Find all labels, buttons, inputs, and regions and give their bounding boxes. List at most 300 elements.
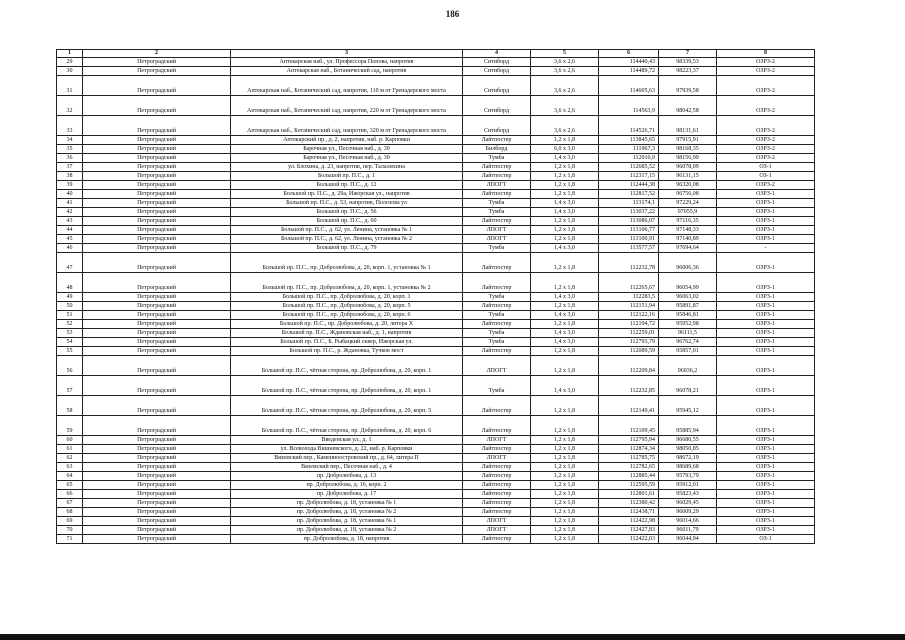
address-cell: Большой пр. П.С., пр. Добролюбова, д. 20, корп. 1, установка № 1 [231,253,463,273]
size-cell: 1,2 x 1,8 [531,226,599,235]
coordinate-x-cell: 112265,67 [599,273,659,293]
coordinate-y-cell: 95945,12 [659,396,717,416]
coordinate-x-cell: 114440,43 [599,58,659,67]
coordinate-x-cell: 112259,01 [599,329,659,338]
table-row [57,172,815,181]
row-number-cell: 36 [57,154,83,163]
zone-cell: ОЗРЗ-1 [717,329,815,338]
zone-cell: ОЗРЗ-1 [717,208,815,217]
size-cell: 3,6 x 2,6 [531,76,599,96]
coordinate-x-cell: 112885,44 [599,472,659,481]
table-body [57,58,815,544]
coordinate-y-cell: 98131,61 [659,116,717,136]
table-row [57,320,815,329]
coordinate-y-cell: 96011,79 [659,526,717,535]
row-number-cell: 42 [57,208,83,217]
size-cell: 1,2 x 1,8 [531,172,599,181]
district-cell: Петроградский [83,217,231,226]
coordinate-x-cell: 112782,65 [599,463,659,472]
address-cell: пр. Добролюбова, д. 18, установка № 2 [231,508,463,517]
structure-type-cell: Тумба [463,293,531,302]
table-row [57,154,815,163]
coordinate-y-cell: 98672,19 [659,454,717,463]
row-number-cell: 52 [57,320,83,329]
district-cell: Петроградский [83,145,231,154]
address-cell: Большой пр. П.С., д. 29а, Ижорская ул., напротив [231,190,463,199]
size-cell: 1,2 x 1,8 [531,356,599,376]
row-number-cell: 70 [57,526,83,535]
coordinate-x-cell: 114605,63 [599,76,659,96]
district-cell: Петроградский [83,517,231,526]
table-row [57,436,815,445]
coordinate-x-cell: 112380,42 [599,499,659,508]
row-number-cell: 29 [57,58,83,67]
table-row [57,490,815,499]
address-cell: пр. Добролюбова, д. 18, установка № 1 [231,499,463,508]
size-cell: 3,6 x 2,6 [531,58,599,67]
structure-type-cell: Лайтпостер [463,472,531,481]
district-cell: Петроградский [83,58,231,67]
address-cell: пр. Добролюбова, д. 18, установка № 1 [231,517,463,526]
table-row [57,58,815,67]
coordinate-x-cell: 113100,91 [599,235,659,244]
size-cell: 1,2 x 1,8 [531,136,599,145]
address-cell: Большой пр. П.С., д. 62, ул. Ленина, установка № 2 [231,235,463,244]
size-cell: 1,2 x 1,8 [531,445,599,454]
size-cell: 1,2 x 1,8 [531,416,599,436]
row-number-cell: 65 [57,481,83,490]
row-number-cell: 61 [57,445,83,454]
address-cell: Аптекарская наб., Ботанический сад, напротив, 110 м от Гренадерского моста [231,76,463,96]
coordinate-y-cell: 97148,33 [659,226,717,235]
coordinate-x-cell: 112422,98 [599,517,659,526]
structure-type-cell: Лайтпостер [463,490,531,499]
row-number-cell: 47 [57,253,83,273]
table-row [57,217,815,226]
table-row [57,199,815,208]
row-number-cell: 50 [57,302,83,311]
district-cell: Петроградский [83,490,231,499]
district-cell: Петроградский [83,199,231,208]
coordinate-x-cell: 112801,61 [599,490,659,499]
address-cell: Большой пр. П.С., пр. Добролюбова, д. 20, корп. 5 [231,302,463,311]
structure-type-cell: Тумба [463,154,531,163]
structure-type-cell: ЛПОГТ [463,235,531,244]
district-cell: Петроградский [83,356,231,376]
table-row [57,472,815,481]
structure-type-cell: Тумба [463,199,531,208]
structure-type-cell: Лайтпостер [463,302,531,311]
coordinate-x-cell: 114563,9 [599,96,659,116]
coordinate-x-cell: 112427,83 [599,526,659,535]
zone-cell: ОЗРЗ-1 [717,508,815,517]
table-row [57,253,815,273]
coordinate-x-cell: 112795,94 [599,436,659,445]
district-cell: Петроградский [83,445,231,454]
structure-type-cell: Лайтпостер [463,463,531,472]
district-cell: Петроградский [83,116,231,136]
size-cell: 1,4 x 3,0 [531,293,599,302]
district-cell: Петроградский [83,244,231,253]
column-header: 6 [599,50,659,58]
size-cell: 1,2 x 1,8 [531,490,599,499]
coordinate-y-cell: 95857,01 [659,347,717,356]
row-number-cell: 41 [57,199,83,208]
address-cell: Вяземский пер., Каменноостровский пр., д. 64, литера П [231,454,463,463]
column-header: 4 [463,50,531,58]
address-cell: пр. Добролюбова, д. 16, корп. 2 [231,481,463,490]
size-cell: 1,2 x 1,8 [531,217,599,226]
row-number-cell: 48 [57,273,83,293]
district-cell: Петроградский [83,96,231,116]
table-row [57,181,815,190]
coordinate-y-cell: 96044,94 [659,535,717,544]
size-cell: 1,2 x 1,8 [531,526,599,535]
table-row [57,499,815,508]
district-cell: Петроградский [83,454,231,463]
address-cell: Большой пр. П.С., пр. Добролюбова, д. 20, корп. 1 [231,293,463,302]
coordinate-x-cell: 112422,03 [599,535,659,544]
zone-cell: ОЗРЗ-1 [717,190,815,199]
coordinate-y-cell: 98168,35 [659,145,717,154]
table-row [57,347,815,356]
zone-cell: ОЗРЗ-1 [717,472,815,481]
coordinate-y-cell: 97229,24 [659,199,717,208]
size-cell: 1,2 x 1,8 [531,320,599,329]
address-cell: Барочная ул., Песочная наб., д. 30 [231,145,463,154]
coordinate-y-cell: 95793,79 [659,472,717,481]
address-cell: Аптекарская наб., ул. Профессора Попова, напротив [231,58,463,67]
coordinate-x-cell: 112109,45 [599,416,659,436]
coordinate-x-cell: 112793,79 [599,338,659,347]
size-cell: 6,0 x 3,0 [531,145,599,154]
table-row [57,76,815,96]
address-cell: Аптекарская наб., Ботанический сад, напротив, 320 м от Гренадерского моста [231,116,463,136]
coordinate-y-cell: 97915,91 [659,136,717,145]
row-number-cell: 71 [57,535,83,544]
coordinate-y-cell: 95823,43 [659,490,717,499]
zone-cell: ОЗРЗ-2 [717,96,815,116]
row-number-cell: 33 [57,116,83,136]
structure-type-cell: Лайтпостер [463,535,531,544]
column-header: 8 [717,50,815,58]
row-number-cell: 45 [57,235,83,244]
address-cell: Большой пр. П.С., пр. Добролюбова, д. 20, литера Х [231,320,463,329]
row-number-cell: 62 [57,454,83,463]
size-cell: 1,2 x 1,8 [531,253,599,273]
address-cell: Большой пр. П.С., чётная сторона, пр. Добролюбова, д. 20, корп. 1 [231,376,463,396]
table-row [57,481,815,490]
address-cell: Большой пр. П.С., д. 1 [231,172,463,181]
district-cell: Петроградский [83,329,231,338]
coordinate-x-cell: 112595,59 [599,481,659,490]
size-cell: 1,4 x 3,0 [531,338,599,347]
district-cell: Петроградский [83,481,231,490]
zone-cell: ОЗРЗ-1 [717,526,815,535]
coordinate-x-cell: 112444,38 [599,181,659,190]
zone-cell: ОЗРЗ-1 [717,436,815,445]
row-number-cell: 64 [57,472,83,481]
row-number-cell: 68 [57,508,83,517]
structure-type-cell: Тумба [463,376,531,396]
address-cell: Большой пр. П.С., чётная сторона, пр. Добролюбова, д. 20, корп. 6 [231,416,463,436]
size-cell: 3,6 x 2,6 [531,96,599,116]
coordinate-x-cell: 113037,22 [599,208,659,217]
table-row [57,329,815,338]
table-row [57,338,815,347]
coordinate-x-cell: 112685,52 [599,163,659,172]
size-cell: 1,2 x 1,8 [531,181,599,190]
size-cell: 1,2 x 1,8 [531,190,599,199]
zone-cell: - [717,244,815,253]
address-cell: Вяземский пер., Песочная наб., д. 4 [231,463,463,472]
address-cell: Аптекарская наб., Ботанический сад, напротив [231,67,463,76]
structure-type-cell: Лайтпостер [463,416,531,436]
row-number-cell: 63 [57,463,83,472]
table-row [57,311,815,320]
address-cell: Большой пр. П.С., Ждановская наб., д. 1, напротив [231,329,463,338]
size-cell: 1,2 x 1,8 [531,302,599,311]
row-number-cell: 44 [57,226,83,235]
zone-cell: ОЗ-1 [717,172,815,181]
size-cell: 3,6 x 2,6 [531,116,599,136]
coordinate-y-cell: 96036,2 [659,356,717,376]
zone-cell: ОЗРЗ-2 [717,145,815,154]
table-row [57,273,815,293]
structure-type-cell: ЛПОГТ [463,454,531,463]
table-row [57,244,815,253]
row-number-cell: 66 [57,490,83,499]
structure-type-cell: Лайтпостер [463,136,531,145]
coordinate-y-cell: 98050,85 [659,445,717,454]
table-row [57,376,815,396]
zone-cell: ОЗРЗ-1 [717,517,815,526]
district-cell: Петроградский [83,463,231,472]
size-cell: 1,4 x 3,0 [531,199,599,208]
address-cell: Введенская ул., д. 1 [231,436,463,445]
district-cell: Петроградский [83,526,231,535]
size-cell: 1,2 x 1,8 [531,481,599,490]
structure-type-cell: ЛПОГТ [463,356,531,376]
address-cell: Большой пр. П.С., д. 12 [231,181,463,190]
address-cell: Большой пр. П.С., пр. Добролюбова, д. 20, корп. 1, установка № 2 [231,273,463,293]
address-cell: Большой пр. П.С., д. 53, напротив, Полозова ул [231,199,463,208]
row-number-cell: 32 [57,96,83,116]
structure-type-cell: Тумба [463,329,531,338]
district-cell: Петроградский [83,253,231,273]
zone-cell: ОЗРЗ-1 [717,320,815,329]
column-header: 5 [531,50,599,58]
district-cell: Петроградский [83,396,231,416]
district-cell: Петроградский [83,535,231,544]
structure-type-cell: Ситиборд [463,67,531,76]
zone-cell: ОЗРЗ-1 [717,416,815,436]
coordinate-x-cell: 112122,16 [599,311,659,320]
size-cell: 1,4 x 3,0 [531,154,599,163]
column-header: 7 [659,50,717,58]
table-row [57,145,815,154]
zone-cell: ОЗРЗ-1 [717,226,815,235]
structure-type-cell: Лайтпостер [463,508,531,517]
district-cell: Петроградский [83,320,231,329]
row-number-cell: 34 [57,136,83,145]
size-cell: 1,2 x 1,8 [531,535,599,544]
district-cell: Петроградский [83,311,231,320]
row-number-cell: 37 [57,163,83,172]
size-cell: 1,4 x 3,0 [531,311,599,320]
coordinate-y-cell: 98156,99 [659,154,717,163]
coordinate-y-cell: 97116,35 [659,217,717,226]
address-cell: ул. Блохина, д. 23, напротив, пер. Талалихина [231,163,463,172]
address-cell: пр. Добролюбова, д. 17 [231,490,463,499]
coordinate-y-cell: 96054,99 [659,273,717,293]
coordinate-y-cell: 95952,98 [659,320,717,329]
page-number: 186 [445,9,460,19]
column-header: 2 [83,50,231,58]
structure-type-cell: Билборд [463,145,531,154]
address-cell: Аптекарский пр., д. 2, напротив, наб. р. Карповки [231,136,463,145]
table-row [57,190,815,199]
structure-type-cell: ЛПОГТ [463,181,531,190]
row-number-cell: 60 [57,436,83,445]
address-cell: Большой пр. П.С., д. 62, ул. Ленина, установка № 1 [231,226,463,235]
coordinate-y-cell: 97140,89 [659,235,717,244]
size-cell: 1,4 x 3,0 [531,244,599,253]
coordinate-x-cell: 112232,78 [599,253,659,273]
coordinate-x-cell: 112283,5 [599,293,659,302]
coordinate-y-cell: 98223,37 [659,67,717,76]
size-cell: 3,6 x 2,6 [531,67,599,76]
table-row [57,454,815,463]
address-cell: Большой пр. П.С., д. 56 [231,208,463,217]
zone-cell: ОЗРЗ-1 [717,235,815,244]
row-number-cell: 56 [57,356,83,376]
coordinate-x-cell: 112151,94 [599,302,659,311]
zone-cell: ОЗ-1 [717,535,815,544]
table-row [57,136,815,145]
table-header-row [57,50,815,58]
size-cell: 1,2 x 1,8 [531,517,599,526]
structure-type-cell: ЛПОГТ [463,517,531,526]
table-row [57,208,815,217]
coordinate-y-cell: 96063,02 [659,293,717,302]
coordinate-y-cell: 96078,09 [659,163,717,172]
coordinate-y-cell: 95885,94 [659,416,717,436]
coordinate-y-cell: 97694,64 [659,244,717,253]
row-number-cell: 30 [57,67,83,76]
row-number-cell: 53 [57,329,83,338]
size-cell: 1,4 x 3,0 [531,208,599,217]
district-cell: Петроградский [83,508,231,517]
zone-cell: ОЗРЗ-1 [717,293,815,302]
district-cell: Петроградский [83,347,231,356]
coordinate-x-cell: 113577,57 [599,244,659,253]
coordinate-x-cell: 112232,85 [599,376,659,396]
row-number-cell: 43 [57,217,83,226]
page-bottom-edge [0,634,905,640]
zone-cell: ОЗРЗ-1 [717,302,815,311]
zone-cell: ОЗРЗ-1 [717,356,815,376]
size-cell: 1,2 x 1,8 [531,273,599,293]
coordinate-y-cell: 95912,01 [659,481,717,490]
district-cell: Петроградский [83,208,231,217]
district-cell: Петроградский [83,76,231,96]
zone-cell: ОЗРЗ-1 [717,311,815,320]
coordinate-x-cell: 112874,34 [599,445,659,454]
zone-cell: ОЗРЗ-1 [717,347,815,356]
coordinate-x-cell: 112317,15 [599,172,659,181]
size-cell: 1,2 x 1,8 [531,396,599,416]
district-cell: Петроградский [83,136,231,145]
table-row [57,396,815,416]
table-row [57,508,815,517]
column-header: 3 [231,50,463,58]
zone-cell: ОЗРЗ-1 [717,273,815,293]
size-cell: 1,4 x 3,0 [531,376,599,396]
coordinate-x-cell: 114526,71 [599,116,659,136]
structure-type-cell: ЛПОГТ [463,436,531,445]
row-number-cell: 38 [57,172,83,181]
coordinate-x-cell: 112817,52 [599,190,659,199]
zone-cell: ОЗРЗ-1 [717,199,815,208]
district-cell: Петроградский [83,226,231,235]
size-cell: 1,2 x 1,8 [531,436,599,445]
structure-type-cell: Ситиборд [463,58,531,67]
table-row [57,163,815,172]
district-cell: Петроградский [83,376,231,396]
district-cell: Петроградский [83,67,231,76]
coordinate-x-cell: 112089,59 [599,347,659,356]
coordinate-y-cell: 96320,08 [659,181,717,190]
row-number-cell: 57 [57,376,83,396]
structure-type-cell: Лайтпостер [463,217,531,226]
size-cell: 1,4 x 3,0 [531,329,599,338]
coordinate-x-cell: 112438,71 [599,508,659,517]
table-row [57,526,815,535]
district-cell: Петроградский [83,436,231,445]
coordinate-y-cell: 97939,58 [659,76,717,96]
address-cell: Большой пр. П.С., чётная сторона, пр. Добролюбова, д. 20, корп. 1 [231,356,463,376]
size-cell: 1,2 x 1,8 [531,499,599,508]
coordinate-x-cell: 113845,65 [599,136,659,145]
coordinate-y-cell: 98042,58 [659,96,717,116]
coordinate-y-cell: 96029,45 [659,499,717,508]
size-cell: 1,2 x 1,8 [531,463,599,472]
zone-cell: ОЗРЗ-2 [717,67,815,76]
row-number-cell: 69 [57,517,83,526]
table-row [57,535,815,544]
coordinate-y-cell: 96078,21 [659,376,717,396]
row-number-cell: 54 [57,338,83,347]
zone-cell: ОЗРЗ-1 [717,490,815,499]
structure-type-cell: Ситиборд [463,96,531,116]
row-number-cell: 58 [57,396,83,416]
district-cell: Петроградский [83,172,231,181]
coordinate-x-cell: 111967,3 [599,145,659,154]
address-cell: Большой пр. П.С., д. 60 [231,217,463,226]
coordinate-x-cell: 112149,41 [599,396,659,416]
row-number-cell: 39 [57,181,83,190]
address-cell: Большой пр. П.С., р. Ждановка, Тучков мост [231,347,463,356]
coordinate-y-cell: 97055,9 [659,208,717,217]
structure-type-cell: Тумба [463,338,531,347]
table-row [57,356,815,376]
row-number-cell: 59 [57,416,83,436]
address-cell: пр. Добролюбова, д. 13 [231,472,463,481]
coordinate-y-cell: 96680,55 [659,436,717,445]
coordinate-x-cell: 112010,9 [599,154,659,163]
structure-type-cell: Лайтпостер [463,273,531,293]
